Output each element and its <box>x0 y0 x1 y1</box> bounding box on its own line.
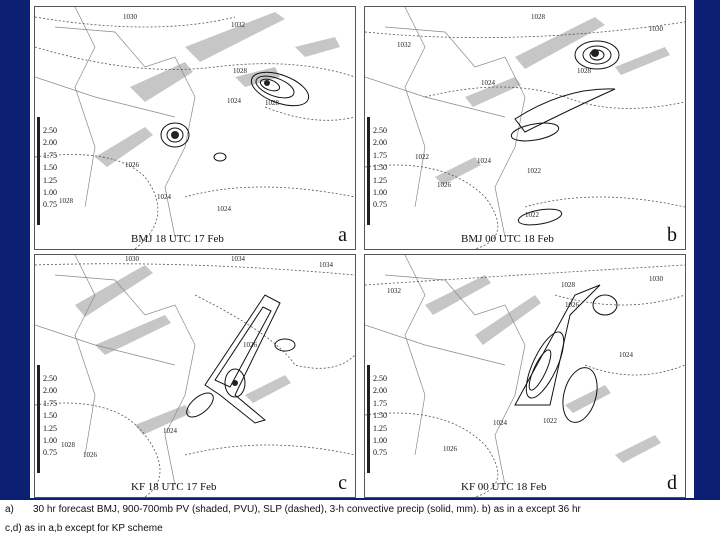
isobar-label: 1022 <box>527 167 541 175</box>
isobar-label: 1032 <box>397 41 411 49</box>
isobar-label: 1026 <box>83 451 97 459</box>
isobar-label: 1028 <box>265 99 279 107</box>
caption-tag: a) <box>5 504 14 515</box>
isobar-label: 1022 <box>525 211 539 219</box>
scale-legend-a: 2.50 2.00 1.75 1.50 1.25 1.00 0.75 <box>37 125 67 212</box>
isobar-label: 1026 <box>437 181 451 189</box>
scale-legend-b: 2.50 2.00 1.75 1.50 1.25 1.00 0.75 <box>367 125 397 212</box>
map-a <box>35 7 355 249</box>
isobar-label: 1032 <box>231 21 245 29</box>
isobar-label: 1024 <box>477 157 491 165</box>
panel-letter: d <box>667 472 677 494</box>
isobar-label: 1034 <box>231 255 245 263</box>
isobar-label: 1024 <box>227 97 241 105</box>
isobar-label: 1026 <box>125 161 139 169</box>
map-d <box>365 255 685 497</box>
panel-label: KF 18 UTC 17 Feb <box>131 481 217 493</box>
panel-letter: b <box>667 224 677 246</box>
caption-line-2: c,d) as in a,b except for KP scheme <box>5 523 163 534</box>
figure <box>30 0 694 498</box>
isobar-label: 1028 <box>531 13 545 21</box>
figure-caption <box>0 500 720 540</box>
isobar-label: 1022 <box>415 153 429 161</box>
isobar-label: 1024 <box>493 419 507 427</box>
panel-a <box>34 6 356 250</box>
scale-legend-d: 2.50 2.00 1.75 1.50 1.25 1.00 0.75 <box>367 373 397 460</box>
caption-text: 30 hr forecast BMJ, 900-700mb PV (shaded, PVU), SLP (dashed), 3-h convective precip (solid, mm). b) as in a except 36 hr <box>33 504 581 515</box>
panel-b <box>364 6 686 250</box>
isobar-label: 1034 <box>319 261 333 269</box>
isobar-label: 1022 <box>543 417 557 425</box>
panel-letter: c <box>338 472 347 494</box>
isobar-label: 1024 <box>481 79 495 87</box>
panel-label: BMJ 18 UTC 17 Feb <box>131 233 224 245</box>
isobar-label: 1030 <box>123 13 137 21</box>
isobar-label: 1024 <box>157 193 171 201</box>
isobar-label: 1024 <box>619 351 633 359</box>
isobar-label: 1024 <box>217 205 231 213</box>
isobar-label: 1032 <box>387 287 401 295</box>
caption-line-1 <box>5 504 581 515</box>
panel-letter: a <box>338 224 347 246</box>
isobar-label: 1026 <box>243 341 257 349</box>
isobar-label: 1030 <box>125 255 139 263</box>
isobar-label: 1030 <box>649 275 663 283</box>
map-c <box>35 255 355 497</box>
isobar-label: 1028 <box>61 441 75 449</box>
panel-label: KF 00 UTC 18 Feb <box>461 481 547 493</box>
panel-d <box>364 254 686 498</box>
isobar-label: 1030 <box>649 25 663 33</box>
panel-c <box>34 254 356 498</box>
isobar-label: 1028 <box>59 197 73 205</box>
isobar-label: 1028 <box>577 67 591 75</box>
isobar-label: 1024 <box>163 427 177 435</box>
isobar-label: 1026 <box>565 301 579 309</box>
isobar-label: 1026 <box>443 445 457 453</box>
panel-label: BMJ 00 UTC 18 Feb <box>461 233 554 245</box>
isobar-label: 1028 <box>561 281 575 289</box>
isobar-label: 1028 <box>233 67 247 75</box>
scale-legend-c: 2.50 2.00 1.75 1.50 1.25 1.00 0.75 <box>37 373 67 460</box>
